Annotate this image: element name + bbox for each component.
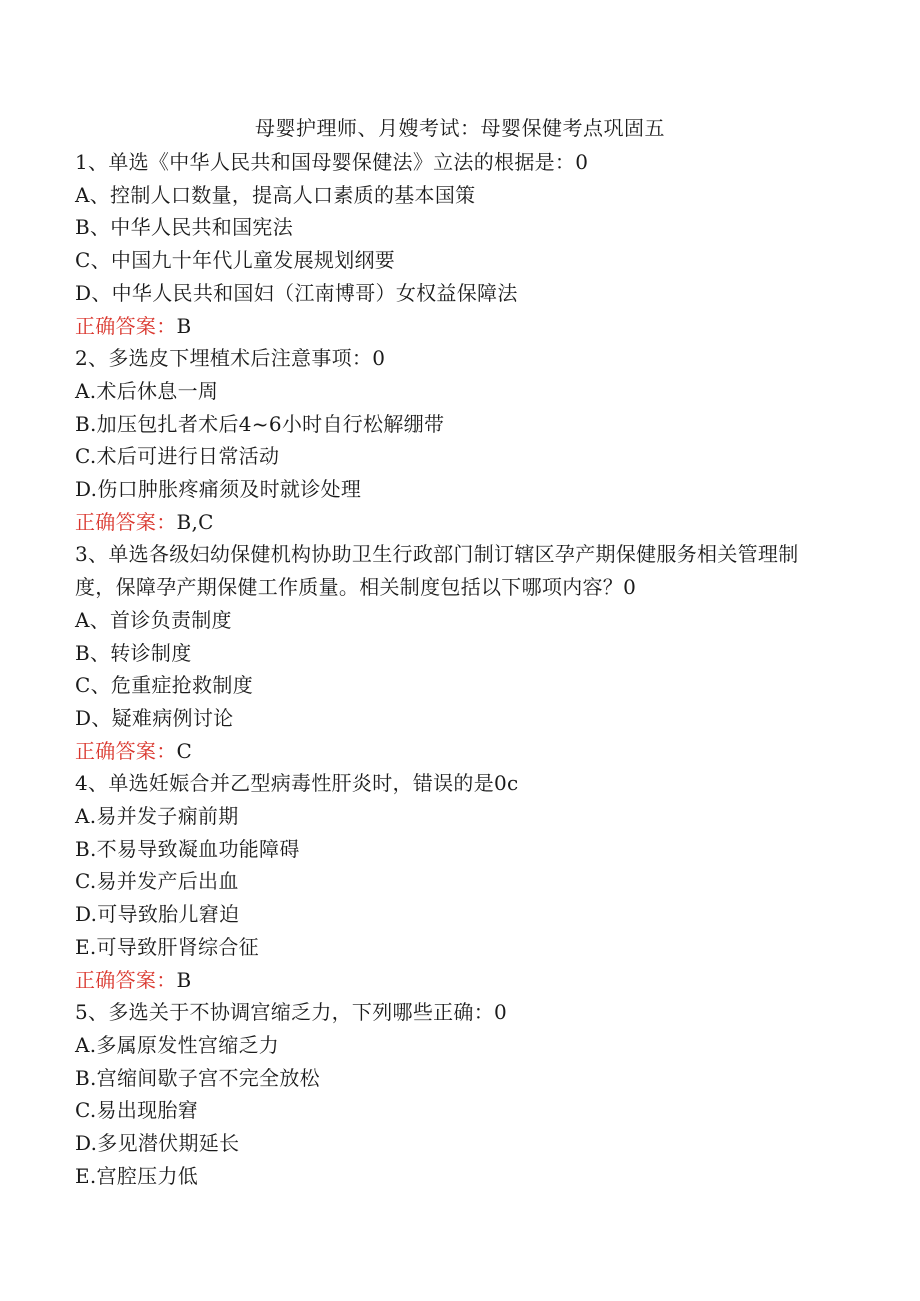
answer-value: B,C — [176, 509, 214, 534]
answer-value: B — [176, 967, 192, 992]
option-c: C、危重症抢救制度 — [75, 673, 254, 698]
question-stem: 4、单选妊娠合并乙型病毒性肝炎时，错误的是0c — [75, 771, 519, 796]
question-stem: 2、多选皮下埋植术后注意事项：0 — [75, 346, 386, 371]
question-2 — [75, 342, 815, 538]
option-a: A.术后休息一周 — [75, 378, 219, 403]
option-b: B、中华人民共和国宪法 — [75, 215, 293, 240]
option-e: E.宫腔压力低 — [75, 1163, 199, 1188]
option-a: A、控制人口数量，提高人口素质的基本国策 — [75, 182, 476, 207]
option-a: A、首诊负责制度 — [75, 607, 232, 632]
answer-value: C — [176, 738, 193, 763]
option-b: B、转诊制度 — [75, 640, 192, 665]
correct-answer — [75, 735, 815, 768]
question-5 — [75, 996, 815, 1192]
question-1 — [75, 146, 815, 342]
question-3 — [75, 538, 815, 767]
correct-answer — [75, 506, 815, 539]
question-4 — [75, 767, 815, 996]
answer-label: 正确答案： — [75, 967, 177, 992]
option-e: E.可导致肝肾综合征 — [75, 934, 259, 959]
correct-answer — [75, 964, 815, 997]
correct-answer — [75, 310, 815, 343]
option-a: A.多属原发性宫缩乏力 — [75, 1032, 280, 1057]
option-b: B.不易导致凝血功能障碍 — [75, 836, 300, 861]
question-stem: 5、多选关于不协调宫缩乏力，下列哪些正确：0 — [75, 1000, 508, 1025]
answer-label: 正确答案： — [75, 509, 177, 534]
answer-label: 正确答案： — [75, 313, 177, 338]
option-c: C、中国九十年代儿童发展规划纲要 — [75, 248, 396, 273]
question-stem: 1、单选《中华人民共和国母婴保健法》立法的根据是：0 — [75, 150, 589, 174]
option-c: C.易并发产后出血 — [75, 869, 239, 894]
option-d: D、中华人民共和国妇（江南博哥）女权益保障法 — [75, 280, 518, 305]
option-a: A.易并发子痫前期 — [75, 804, 239, 829]
document-title: 母婴护理师、月嫂考试：母婴保健考点巩固五 — [255, 116, 665, 140]
option-d: D.多见潜伏期延长 — [75, 1131, 240, 1156]
question-stem: 3、单选各级妇幼保健机构协助卫生行政部门制订辖区孕产期保健服务相关管理制度，保障孕产期保健工作质量。相关制度包括以下哪项内容？0 — [75, 542, 799, 600]
option-b: B.宫缩间歇子宫不完全放松 — [75, 1065, 320, 1090]
answer-label: 正确答案： — [75, 738, 177, 763]
option-b: B.加压包扎者术后4~6小时自行松解绷带 — [75, 411, 445, 436]
option-c: C.术后可进行日常活动 — [75, 444, 280, 469]
option-d: D.伤口肿胀疼痛须及时就诊处理 — [75, 477, 362, 502]
answer-value: B — [176, 313, 192, 338]
option-c: C.易出现胎窘 — [75, 1098, 199, 1123]
option-d: D.可导致胎儿窘迫 — [75, 902, 240, 927]
option-d: D、疑难病例讨论 — [75, 705, 234, 730]
question-list — [75, 146, 815, 1193]
